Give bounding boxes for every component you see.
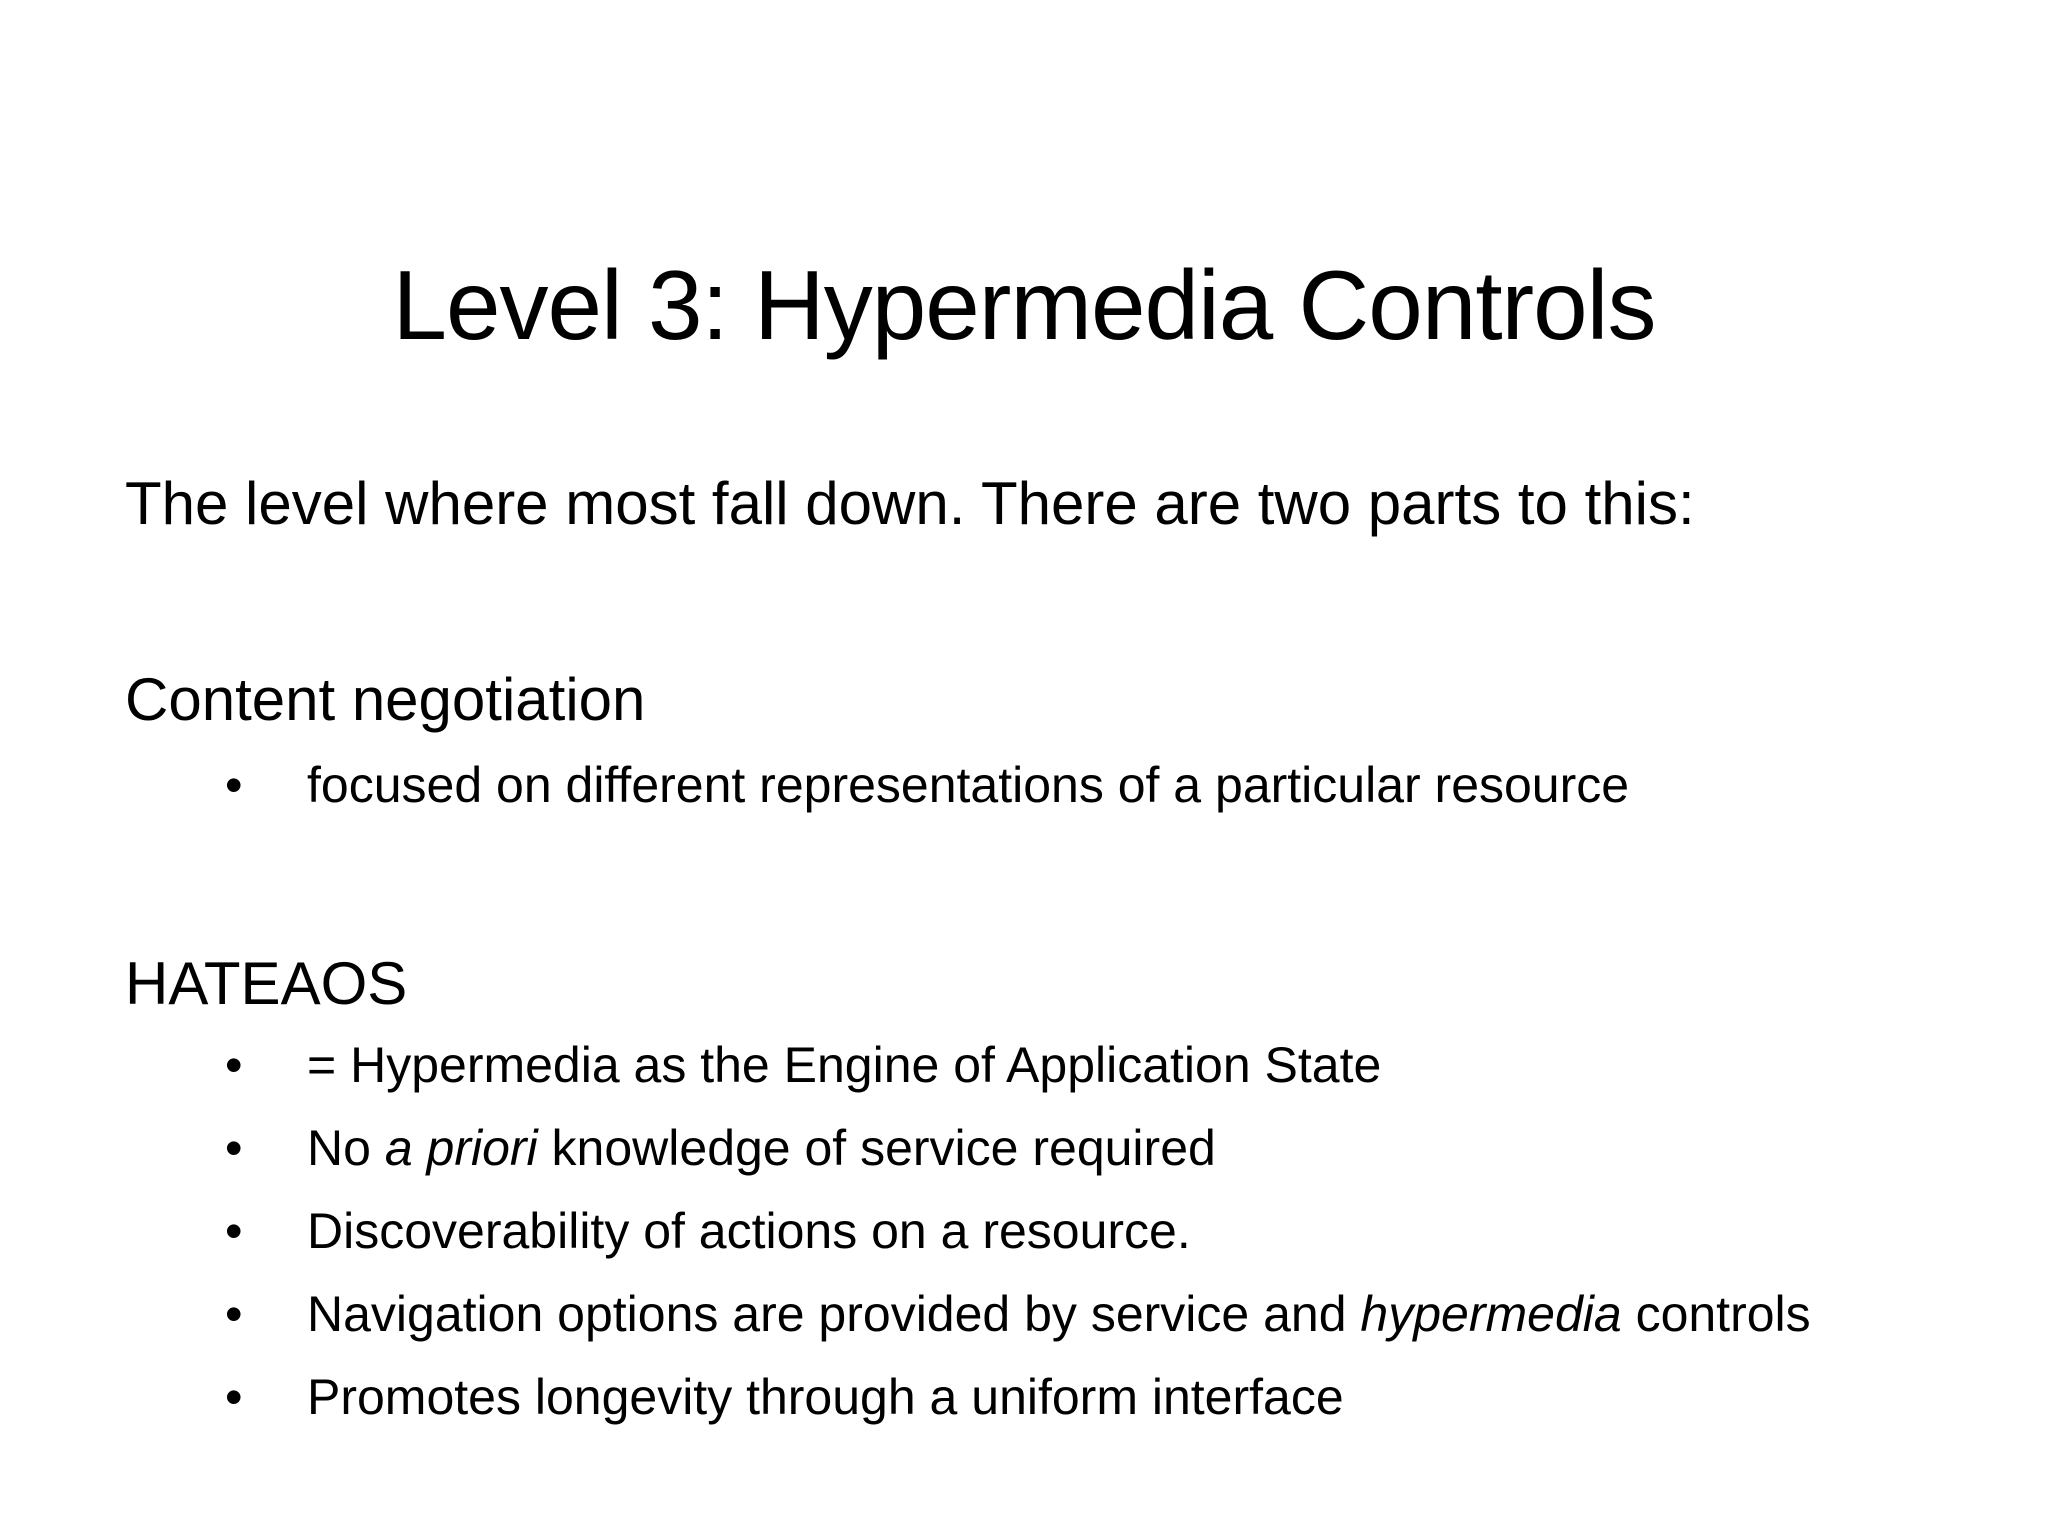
section-heading-hateaos: HATEAOS [125, 950, 408, 1017]
bullet-icon: • [225, 1369, 243, 1425]
slide-title: Level 3: Hypermedia Controls [392, 250, 1656, 360]
intro-text: The level where most fall down. There are two parts to this: [125, 470, 1695, 537]
bullet-icon: • [225, 1037, 243, 1093]
bullet-text: Navigation options are provided by service and hypermedia controls [307, 1286, 1811, 1342]
bullet-text: = Hypermedia as the Engine of Application State [307, 1037, 1382, 1093]
bullet-text: No a priori knowledge of service required [307, 1120, 1216, 1176]
bullet-text: Promotes longevity through a uniform interface [307, 1369, 1344, 1425]
bullet-icon: • [225, 757, 243, 813]
section-heading-content-negotiation: Content negotiation [125, 666, 646, 733]
italic-term: a priori [384, 1120, 538, 1176]
bullet-text: Discoverability of actions on a resource. [307, 1203, 1191, 1259]
bullet-text: focused on different representations of a particular resource [307, 757, 1630, 813]
bullet-icon: • [225, 1120, 243, 1176]
bullet-icon: • [225, 1286, 243, 1342]
bullet-icon: • [225, 1203, 243, 1259]
italic-term: hypermedia [1360, 1286, 1622, 1342]
